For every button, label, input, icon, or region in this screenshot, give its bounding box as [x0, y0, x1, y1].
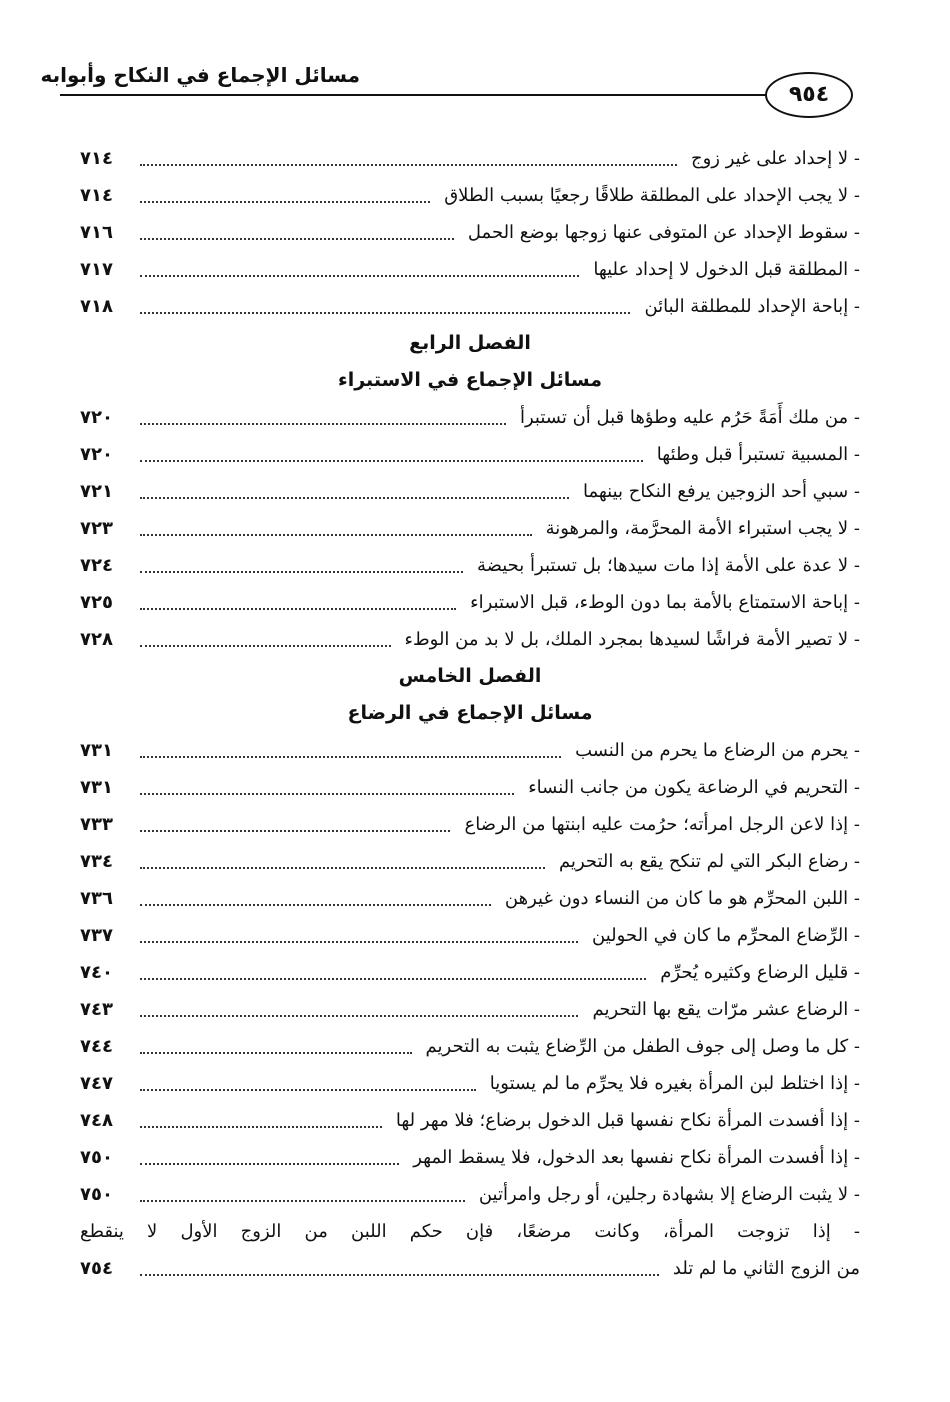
toc-entry-text: - لا يثبت الرضاع إلا بشهادة رجلين، أو رجل وامرأتين — [478, 1184, 860, 1205]
toc-page-number: ٧١٦ — [80, 222, 113, 243]
toc-entry — [80, 288, 860, 325]
leader-dots — [140, 793, 514, 795]
toc-entry-text: - لا يجب استبراء الأمة المحرَّمة، والمرهونة — [545, 518, 860, 539]
toc-entry-text: - التحريم في الرضاعة يكون من جانب النساء — [528, 777, 860, 798]
leader-dots — [140, 497, 569, 499]
toc-entry — [80, 843, 860, 880]
toc-entry-text: - قليل الرضاع وكثيره يُحرِّم — [660, 962, 860, 983]
toc-entry-text: - رضاع البكر التي لم تنكح يقع به التحريم — [558, 851, 860, 872]
toc-page-number: ٧٢٣ — [80, 518, 113, 539]
toc-page-number: ٧٤٣ — [80, 999, 113, 1020]
toc-page-number: ٧٤٠ — [80, 962, 113, 983]
table-of-contents — [80, 140, 860, 1287]
toc-entry — [80, 991, 860, 1028]
leader-dots — [140, 1052, 412, 1054]
toc-page-number: ٧٤٤ — [80, 1036, 113, 1057]
leader-dots — [140, 423, 506, 425]
leader-dots — [140, 1089, 476, 1091]
toc-page-number: ٧٢٤ — [80, 555, 113, 576]
toc-page-number: ٧١٤ — [80, 148, 113, 169]
toc-page-number: ٧٣٧ — [80, 925, 113, 946]
toc-entry — [80, 399, 860, 436]
toc-entry-text: - المسبية تستبرأ قبل وطئها — [656, 444, 860, 465]
toc-entry — [80, 251, 860, 288]
toc-entry — [80, 880, 860, 917]
toc-group-iddah — [80, 140, 860, 325]
toc-page-number: ٧٢١ — [80, 481, 113, 502]
toc-entry — [80, 510, 860, 547]
header-title: مسائل الإجماع في النكاح وأبوابه — [40, 63, 360, 87]
leader-dots — [140, 608, 456, 610]
chapter-5-label: الفصل الخامس — [398, 665, 542, 687]
header-rule — [60, 94, 780, 96]
leader-dots — [140, 978, 646, 980]
toc-entry-text: - اللبن المحرِّم هو ما كان من النساء دون غيرهن — [504, 888, 860, 909]
chapter-5-title: مسائل الإجماع في الرضاع — [347, 702, 593, 724]
toc-group-istibra — [80, 399, 860, 658]
toc-entry — [80, 1065, 860, 1102]
toc-page-number: ٧٣٤ — [80, 851, 113, 872]
toc-page-number: ٧٢٥ — [80, 592, 113, 613]
toc-entry-text-line2: من الزوج الثاني ما لم تلد — [672, 1258, 860, 1279]
leader-dots — [140, 201, 430, 203]
toc-entry — [80, 1139, 860, 1176]
toc-entry — [80, 584, 860, 621]
toc-entry — [80, 436, 860, 473]
toc-entry-text: - يحرم من الرضاع ما يحرم من النسب — [575, 740, 860, 761]
toc-page-number: ٧٣٣ — [80, 814, 113, 835]
toc-page-number: ٧٢٠ — [80, 444, 113, 465]
toc-page-number: ٧٥٠ — [80, 1184, 113, 1205]
toc-entry — [80, 917, 860, 954]
toc-entry — [80, 473, 860, 510]
toc-page-number: ٧٢٠ — [80, 407, 113, 428]
leader-dots — [140, 1274, 659, 1276]
toc-entry-text: - كل ما وصل إلى جوف الطفل من الرِّضاع يثبت به التحريم — [425, 1036, 860, 1057]
toc-entry-text: - المطلقة قبل الدخول لا إحداد عليها — [593, 259, 860, 280]
toc-page-number: ٧٣٦ — [80, 888, 113, 909]
chapter-4-title: مسائل الإجماع في الاستبراء — [338, 369, 602, 391]
running-header — [40, 58, 850, 118]
toc-entry — [80, 177, 860, 214]
toc-entry — [80, 1028, 860, 1065]
toc-entry — [80, 1102, 860, 1139]
toc-entry-text: - إذا اختلط لبن المرأة بغيره فلا يحرِّم ما لم يستويا — [489, 1073, 860, 1094]
leader-dots — [140, 645, 391, 647]
leader-dots — [140, 164, 677, 166]
toc-entry-text-line1: - إذا تزوجت المرأة، وكانت مرضعًا، فإن حكم اللبن من الزوج الأول لا ينقطع — [80, 1221, 860, 1242]
page-number: ٩٥٤ — [765, 72, 853, 118]
toc-entry — [80, 954, 860, 991]
toc-entry-text: - لا إحداد على غير زوج — [690, 148, 860, 169]
chapter-4-label: الفصل الرابع — [409, 332, 531, 354]
toc-entry-text: - إباحة الاستمتاع بالأمة بما دون الوطء، قبل الاستبراء — [470, 592, 860, 613]
toc-entry-text: - سبي أحد الزوجين يرفع النكاح بينهما — [582, 481, 860, 502]
toc-entry-text: - لا عدة على الأمة إذا مات سيدها؛ بل تستبرأ بحيضة — [476, 555, 860, 576]
leader-dots — [140, 1126, 382, 1128]
toc-page-number: ٧١٤ — [80, 185, 113, 206]
toc-page-number: ٧٣١ — [80, 777, 113, 798]
toc-page-number: ٧١٨ — [80, 296, 113, 317]
toc-entry-text: - من ملك أَمَةً حَرُم عليه وطؤها قبل أن تستبرأ — [519, 407, 860, 428]
leader-dots — [140, 1200, 465, 1202]
toc-entry-text: - إباحة الإحداد للمطلقة البائن — [644, 296, 860, 317]
toc-entry — [80, 769, 860, 806]
toc-entry-text: - إذا أفسدت المرأة نكاح نفسها بعد الدخول، فلا يسقط المهر — [413, 1147, 860, 1168]
toc-entry — [80, 621, 860, 658]
toc-page-number: ٧٤٧ — [80, 1073, 113, 1094]
leader-dots — [140, 830, 450, 832]
toc-entry-text: - الرضاع عشر مرّات يقع بها التحريم — [592, 999, 860, 1020]
toc-page-number: ٧٥٤ — [80, 1258, 113, 1279]
toc-group-rada — [80, 732, 860, 1213]
leader-dots — [140, 312, 630, 314]
toc-entry-text: - الرِّضاع المحرِّم ما كان في الحولين — [592, 925, 860, 946]
leader-dots — [140, 1015, 578, 1017]
leader-dots — [140, 275, 579, 277]
toc-entry — [80, 214, 860, 251]
toc-entry-multiline — [80, 1213, 860, 1287]
leader-dots — [140, 534, 532, 536]
toc-page-number: ٧٢٨ — [80, 629, 113, 650]
toc-entry — [80, 140, 860, 177]
toc-entry-line2 — [80, 1250, 860, 1287]
toc-entry-text: - إذا أفسدت المرأة نكاح نفسها قبل الدخول برضاع؛ فلا مهر لها — [395, 1110, 860, 1131]
toc-entry-text: - سقوط الإحداد عن المتوفى عنها زوجها بوضع الحمل — [467, 222, 860, 243]
leader-dots — [140, 1163, 399, 1165]
toc-entry — [80, 806, 860, 843]
toc-entry-text: - لا يجب الإحداد على المطلقة طلاقًا رجعيًا بسبب الطلاق — [444, 185, 860, 206]
toc-entry — [80, 547, 860, 584]
toc-entry-text: - إذا لاعن الرجل امرأته؛ حرُمت عليه ابنتها من الرضاع — [464, 814, 860, 835]
toc-entry — [80, 1176, 860, 1213]
leader-dots — [140, 238, 454, 240]
leader-dots — [140, 904, 491, 906]
leader-dots — [140, 756, 561, 758]
toc-page-number: ٧٣١ — [80, 740, 113, 761]
toc-entry-text: - لا تصير الأمة فراشًا لسيدها بمجرد الملك، بل لا بد من الوطء — [404, 629, 860, 650]
leader-dots — [140, 571, 463, 573]
toc-page-number: ٧١٧ — [80, 259, 113, 280]
leader-dots — [140, 941, 578, 943]
leader-dots — [140, 460, 643, 462]
toc-entry — [80, 732, 860, 769]
leader-dots — [140, 867, 545, 869]
toc-page-number: ٧٥٠ — [80, 1147, 113, 1168]
toc-page-number: ٧٤٨ — [80, 1110, 113, 1131]
